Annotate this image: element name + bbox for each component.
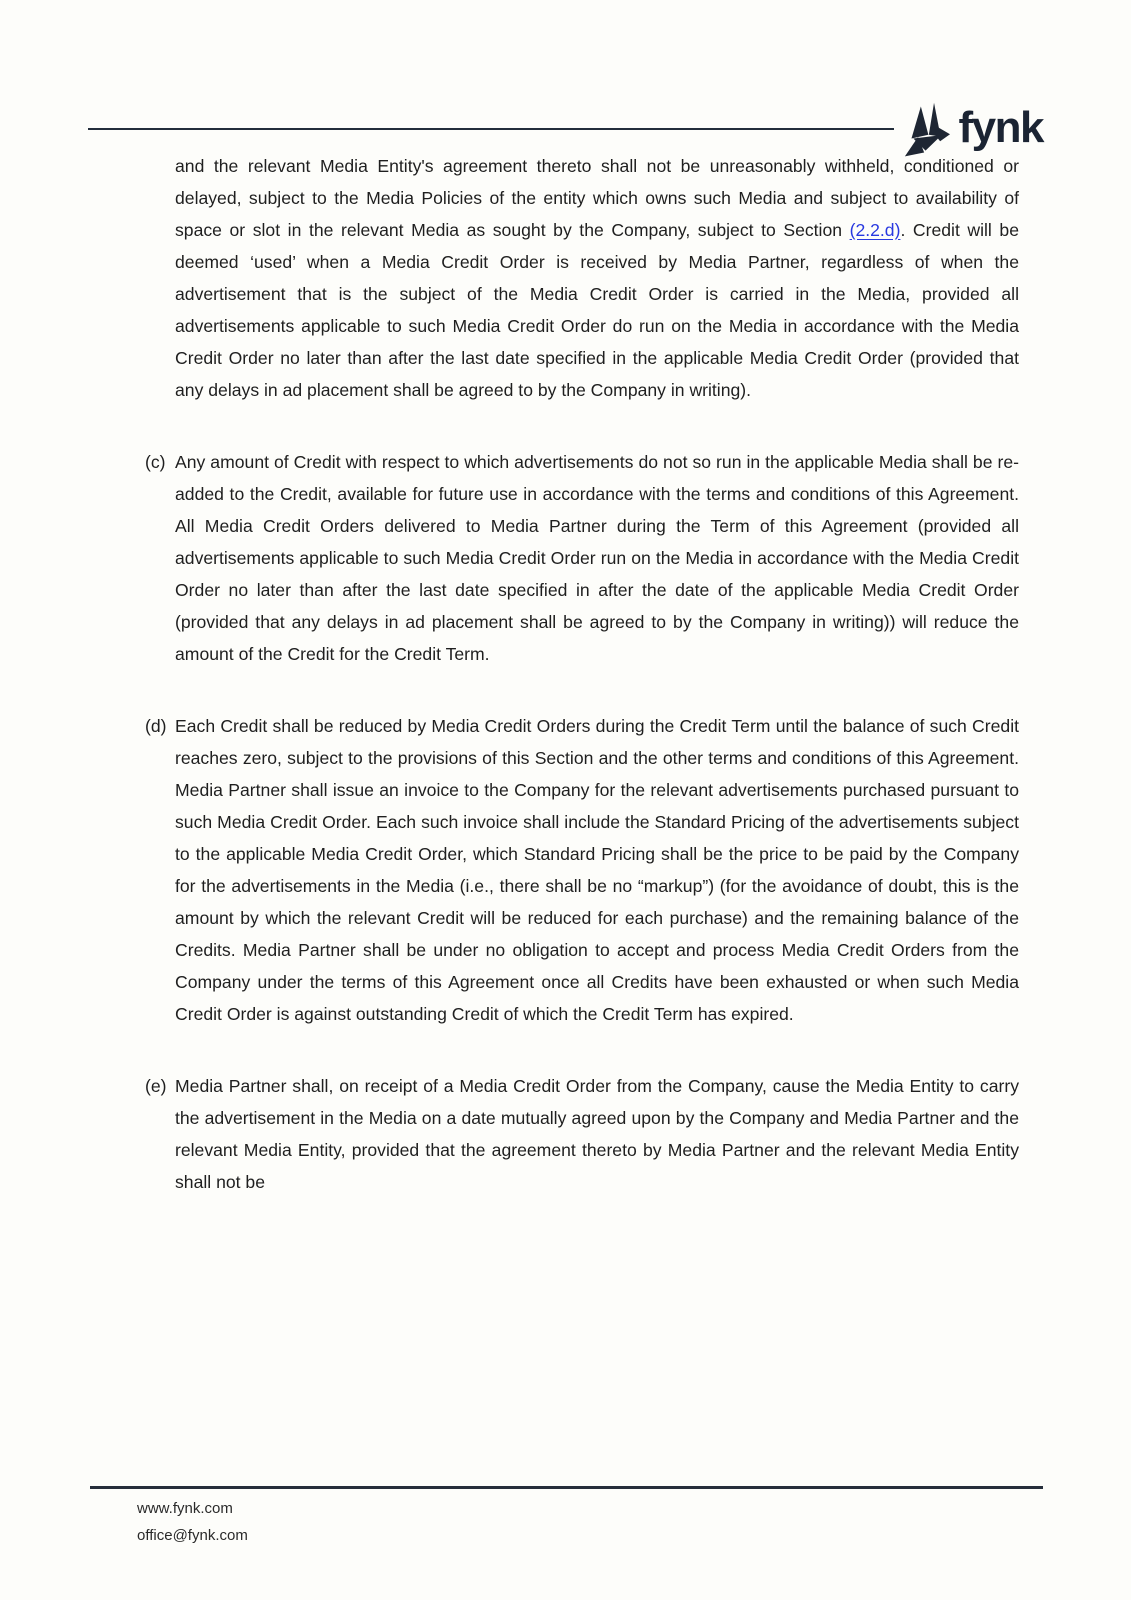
footer-email: office@fynk.com (137, 1527, 248, 1544)
intro-text-after-link: . Credit will be deemed ‘used’ when a Media Credit Order is received by Media Partner, regardless of when the advertisement that is the subject of the Media Credit Order is carried in the Media, provided all advertisements applicable to such Media Credit Order do run on the Media in accordance with the Media Credit Order no later than after the last date specified in the applicable Media Credit Order (provided that any delays in ad placement shall be agreed to by the Company in writing). (175, 220, 1019, 400)
brand-wordmark: fynk (958, 103, 1043, 152)
clause-c-marker: (c) (145, 452, 166, 472)
clause-c (145, 446, 1019, 670)
clause-d (145, 710, 1019, 1030)
footer-rule (90, 1486, 1043, 1489)
clause-c-text: Any amount of Credit with respect to which advertisements do not so run in the applicable Media shall be re-added to the Credit, available for future use in accordance with the terms and conditions of this Agreement. All Media Credit Orders delivered to Media Partner during the Term of this Agreement (provided all advertisements applicable to such Media Credit Order run on the Media in accordance with the Media Credit Order no later than after the last date specified in after the date of the applicable Media Credit Order (provided that any delays in ad placement shall be agreed to by the Company in writing)) will reduce the amount of the Credit for the Credit Term. (175, 452, 1019, 664)
clause-e-text: Media Partner shall, on receipt of a Media Credit Order from the Company, cause the Media Entity to carry the advertisement in the Media on a date mutually agreed upon by the Company and Media Partner and the relevant Media Entity, provided that the agreement thereto by Media Partner and the relevant Media Entity shall not be (175, 1076, 1019, 1192)
clause-e (145, 1070, 1019, 1198)
clause-e-marker: (e) (145, 1076, 167, 1096)
clause-d-text: Each Credit shall be reduced by Media Credit Orders during the Credit Term until the balance of such Credit reaches zero, subject to the provisions of this Section and the other terms and conditions of this Agreement. Media Partner shall issue an invoice to the Company for the relevant advertisements purchased pursuant to such Media Credit Order. Each such invoice shall include the Standard Pricing of the advertisements subject to the applicable Media Credit Order, which Standard Pricing shall be the price to be paid by the Company for the advertisements in the Media (i.e., there shall be no “markup”) (for the avoidance of doubt, this is the amount by which the relevant Credit will be reduced for each purchase) and the remaining balance of the Credits. Media Partner shall be under no obligation to accept and process Media Credit Orders from the Company under the terms of this Agreement once all Credits have been exhausted or when such Media Credit Order is against outstanding Credit of which the Credit Term has expired. (175, 716, 1019, 1024)
header-rule (88, 128, 894, 130)
clause-d-marker: (d) (145, 716, 167, 736)
intro-text-before-link: and the relevant Media Entity's agreement thereto shall not be unreasonably withheld, conditioned or delayed, subject to the Media Policies of the entity which owns such Media and subject to availability of space or slot in the relevant Media as sought by the Company, subject to Section (175, 156, 1019, 240)
document-body (145, 150, 1019, 1238)
footer-contact (137, 1495, 248, 1549)
paragraph-continuation (175, 150, 1019, 406)
section-2-2-d-link[interactable]: (2.2.d) (849, 220, 901, 240)
footer-website: www.fynk.com (137, 1500, 233, 1517)
